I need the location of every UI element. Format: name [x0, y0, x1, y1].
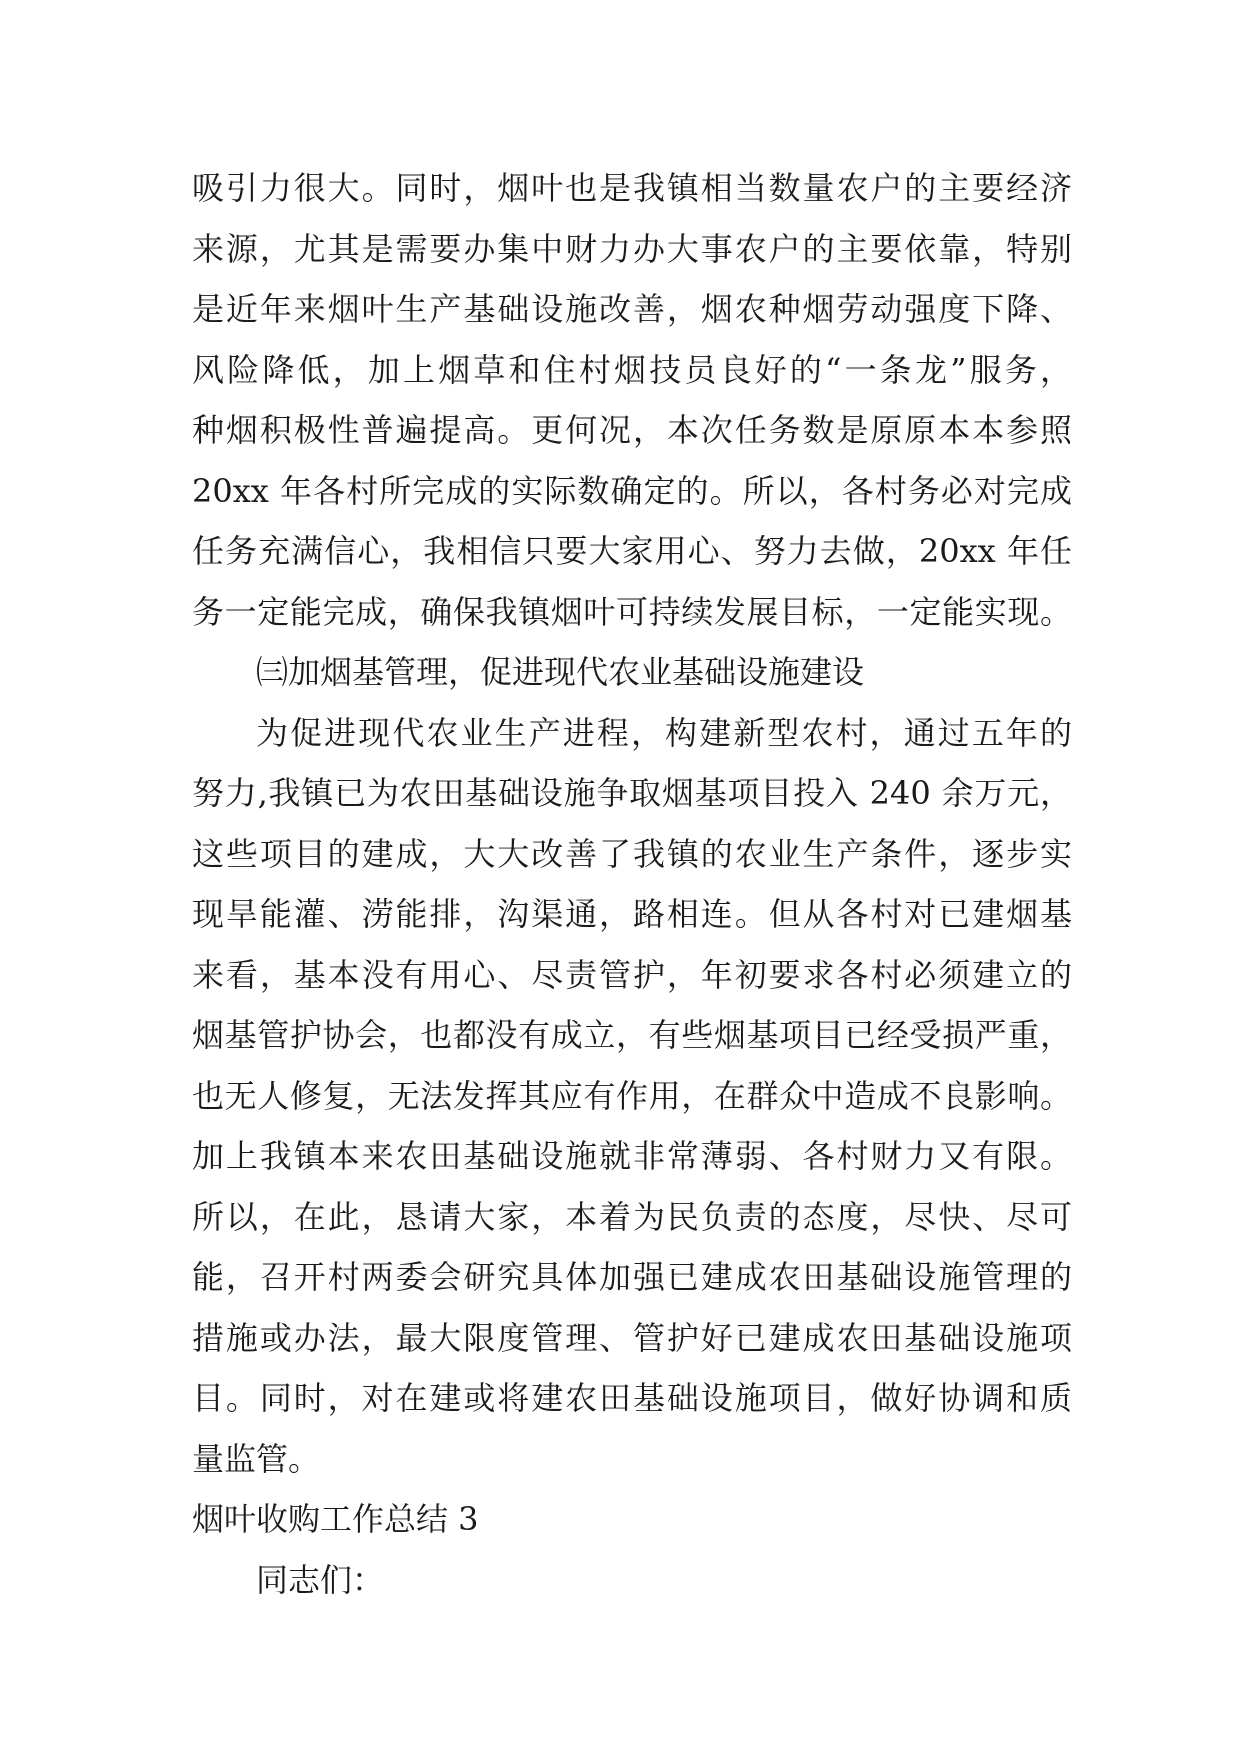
paragraph-tobacco-attraction: [192, 158, 1072, 642]
text-line: 这些项目的建成，大大改善了我镇的农业生产条件，逐步实: [192, 834, 1072, 873]
section-heading: ㈢加烟基管理，促进现代农业基础设施建设: [256, 653, 865, 691]
salutation: 同志们：: [256, 1560, 385, 1599]
text-line: 目。同时，对在建或将建农田基础设施项目，做好协调和质: [192, 1379, 1072, 1417]
document-body: [192, 158, 1072, 1610]
text-line: 任务充满信心，我相信只要大家用心、努力去做，20xx 年任: [192, 532, 1072, 570]
text-line: 也无人修复，无法发挥其应有作用，在群众中造成不良影响。: [192, 1076, 1072, 1115]
text-line: 加上我镇本来农田基础设施就非常薄弱、各村财力又有限。: [192, 1137, 1072, 1175]
text-line: 20xx 年各村所完成的实际数确定的。所以，各村务必对完成: [192, 471, 1072, 510]
paragraph-infrastructure: [192, 703, 1072, 1490]
text-line: 现旱能灌、涝能排，沟渠通，路相连。但从各村对已建烟基: [192, 895, 1072, 933]
text-line: 量监管。: [192, 1439, 321, 1478]
text-line: 来源，尤其是需要办集中财力办大事农户的主要依靠，特别: [192, 229, 1072, 268]
text-line: 是近年来烟叶生产基础设施改善，烟农种烟劳动强度下降、: [192, 290, 1072, 328]
text-line: 吸引力很大。同时，烟叶也是我镇相当数量农户的主要经济: [192, 169, 1072, 207]
text-line: 为促进现代农业生产进程，构建新型农村，通过五年的: [256, 713, 1072, 752]
text-line: 务一定能完成，确保我镇烟叶可持续发展目标，一定能实现。: [192, 592, 1072, 631]
text-line: 来看，基本没有用心、尽责管护，年初要求各村必须建立的: [192, 955, 1072, 994]
text-line: 努力,我镇已为农田基础设施争取烟基项目投入 240 余万元，: [192, 774, 1072, 812]
text-line: 措施或办法，最大限度管理、管护好已建成农田基础设施项: [192, 1318, 1072, 1357]
text-line: 风险降低，加上烟草和住村烟技员良好的“一条龙”服务，: [192, 350, 1072, 389]
text-line: 能，召开村两委会研究具体加强已建成农田基础设施管理的: [192, 1258, 1072, 1296]
text-line: 所以，在此，恳请大家，本着为民负责的态度，尽快、尽可: [192, 1197, 1072, 1236]
text-line: 烟基管护协会，也都没有成立，有些烟基项目已经受损严重，: [192, 1016, 1072, 1054]
summary-title: 烟叶收购工作总结 3: [192, 1500, 479, 1538]
text-line: 种烟积极性普遍提高。更何况，本次任务数是原原本本参照: [192, 411, 1072, 449]
